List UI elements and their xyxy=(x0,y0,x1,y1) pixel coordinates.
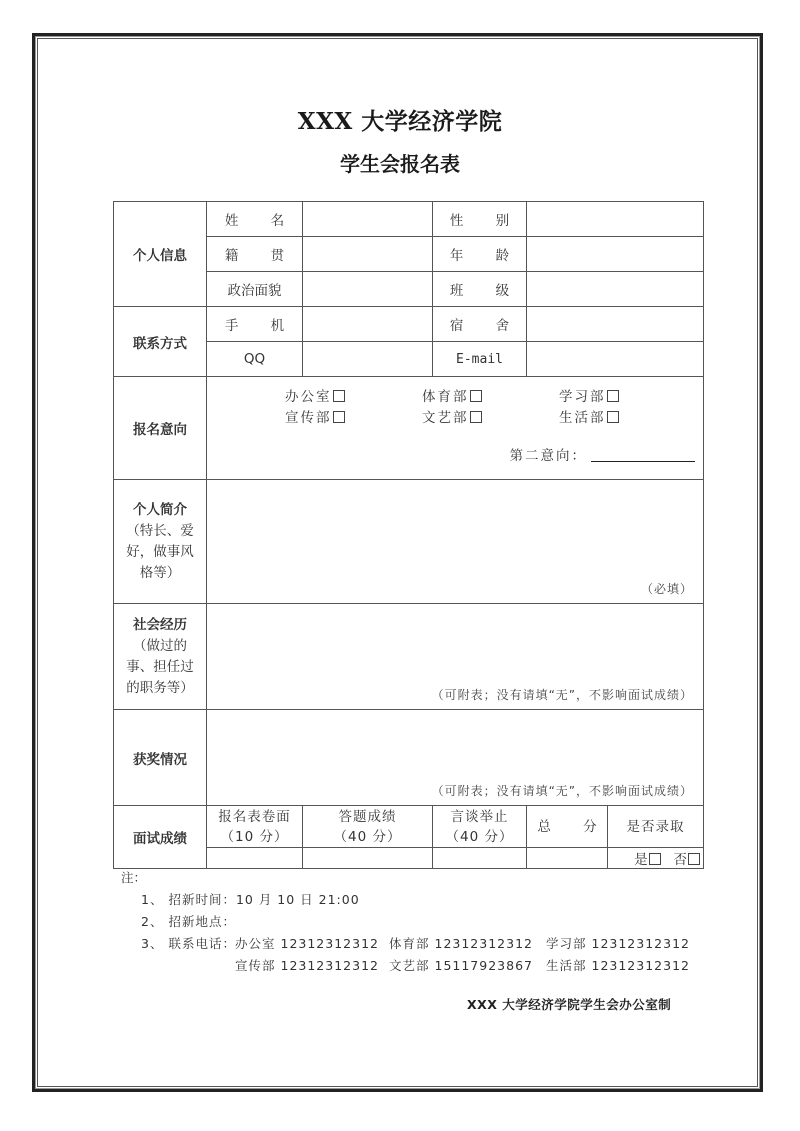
label-email: E-mail xyxy=(433,342,527,377)
input-dorm[interactable] xyxy=(527,307,704,342)
checkbox-icon[interactable] xyxy=(607,390,619,402)
note-item-1: 1、 招新时间：10 月 10 日 21:00 xyxy=(141,892,360,907)
score-answer[interactable] xyxy=(303,848,433,869)
note-item-3: 3、 联系电话： xyxy=(141,936,236,951)
choice-office[interactable]: 办公室 xyxy=(285,385,422,405)
input-experience[interactable] xyxy=(207,604,704,710)
input-email[interactable] xyxy=(527,342,704,377)
choice-study[interactable]: 学习部 xyxy=(559,385,696,405)
section-application: 报名意向 xyxy=(114,377,207,480)
checkbox-icon[interactable] xyxy=(333,411,345,423)
section-interview: 面试成绩 xyxy=(114,806,207,869)
choice-sports[interactable]: 体育部 xyxy=(422,385,559,405)
checkbox-icon[interactable] xyxy=(607,411,619,423)
col-answer-score: 答题成绩 （40 分） xyxy=(303,806,433,848)
choice-publicity[interactable]: 宣传部 xyxy=(285,406,422,426)
choice-life[interactable]: 生活部 xyxy=(559,406,696,426)
checkbox-icon[interactable] xyxy=(333,390,345,402)
admit-yes[interactable]: 是 xyxy=(634,852,661,868)
label-hometown: 籍 贯 xyxy=(207,237,303,272)
section-personal-info: 个人信息 xyxy=(114,202,207,307)
input-qq[interactable] xyxy=(303,342,433,377)
input-profile[interactable] xyxy=(207,480,704,604)
score-total[interactable] xyxy=(527,848,608,869)
col-total: 总 分 xyxy=(527,806,608,848)
col-form-appearance: 报名表卷面 （10 分） xyxy=(207,806,303,848)
note-item-2: 2、 招新地点： xyxy=(141,914,236,929)
contact-sports: 体育部 12312312312 xyxy=(389,936,533,951)
col-manner: 言谈举止 （40 分） xyxy=(433,806,527,848)
required-note: （必填） xyxy=(640,582,693,596)
input-hometown[interactable] xyxy=(303,237,433,272)
choice-arts[interactable]: 文艺部 xyxy=(422,406,559,426)
notes-title: 注： xyxy=(121,870,147,885)
score-form-appearance[interactable] xyxy=(207,848,303,869)
section-awards: 获奖情况 xyxy=(114,710,207,806)
label-gender: 性 别 xyxy=(433,202,527,237)
col-admit: 是否录取 xyxy=(608,806,704,848)
section-profile: 个人简介 （特长、爱 好，做事风 格等） xyxy=(114,480,207,604)
awards-note: （可附表；没有请填“无”，不影响面试成绩） xyxy=(431,784,693,798)
application-options-cell xyxy=(207,377,704,480)
score-manner[interactable] xyxy=(433,848,527,869)
department-choices xyxy=(207,385,703,426)
admit-no[interactable]: 否 xyxy=(674,852,701,868)
section-contact: 联系方式 xyxy=(114,307,207,377)
label-political-status: 政治面貌 xyxy=(207,272,303,307)
input-gender[interactable] xyxy=(527,202,704,237)
contact-publicity: 宣传部 12312312312 xyxy=(235,958,379,973)
input-political-status[interactable] xyxy=(303,272,433,307)
checkbox-icon[interactable] xyxy=(688,853,700,865)
registration-form-table xyxy=(113,201,704,869)
contact-study: 学习部 12312312312 xyxy=(546,936,690,951)
contact-arts: 文艺部 15117923867 xyxy=(389,958,533,973)
second-choice-input[interactable] xyxy=(591,447,695,462)
document-subtitle: 学生会报名表 xyxy=(340,152,460,176)
second-choice-label: 第二意向： xyxy=(509,448,587,464)
label-dorm: 宿 舍 xyxy=(433,307,527,342)
label-name: 姓 名 xyxy=(207,202,303,237)
input-class[interactable] xyxy=(527,272,704,307)
label-class: 班 级 xyxy=(433,272,527,307)
contact-life: 生活部 12312312312 xyxy=(546,958,690,973)
label-phone: 手 机 xyxy=(207,307,303,342)
second-choice xyxy=(207,444,703,464)
experience-note: （可附表；没有请填“无”，不影响面试成绩） xyxy=(431,688,693,702)
section-experience: 社会经历 （做过的 事、担任过 的职务等） xyxy=(114,604,207,710)
checkbox-icon[interactable] xyxy=(470,390,482,402)
contact-office: 办公室 12312312312 xyxy=(235,936,379,951)
label-age: 年 龄 xyxy=(433,237,527,272)
document-title: XXX 大学经济学院 xyxy=(297,108,503,135)
label-qq: QQ xyxy=(207,342,303,377)
input-awards[interactable] xyxy=(207,710,704,806)
footer-credit: XXX 大学经济学院学生会办公室制 xyxy=(467,997,672,1012)
admit-choice xyxy=(608,848,704,869)
checkbox-icon[interactable] xyxy=(649,853,661,865)
input-name[interactable] xyxy=(303,202,433,237)
input-phone[interactable] xyxy=(303,307,433,342)
input-age[interactable] xyxy=(527,237,704,272)
checkbox-icon[interactable] xyxy=(470,411,482,423)
